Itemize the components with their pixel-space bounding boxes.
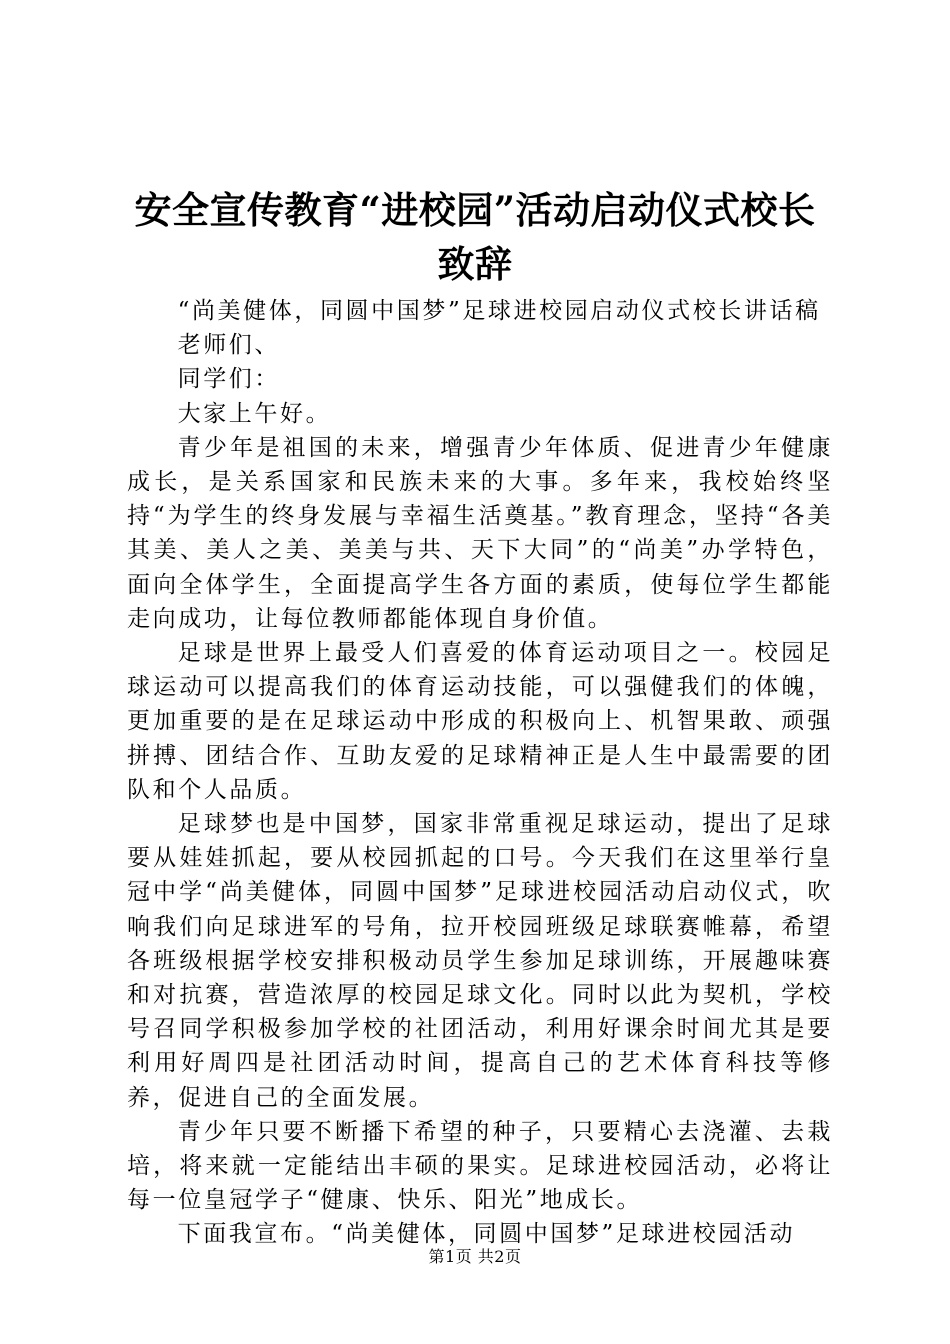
paragraph-greeting: 大家上午好。 bbox=[177, 400, 332, 427]
paragraph-hope: 青少年只要不断播下希望的种子，只要精心去浇灌、去栽培，将来就一定能结出丰硕的果实。足球进校园活动，必将让每一位皇冠学子“健康、快乐、阳光”地成长。 bbox=[127, 1118, 833, 1214]
document-body bbox=[127, 294, 833, 1252]
paragraph-subtitle: “尚美健体，同圆中国梦”足球进校园启动仪式校长讲话稿 bbox=[177, 298, 821, 324]
paragraph-football-dream: 足球梦也是中国梦，国家非常重视足球运动，提出了足球要从娃娃抓起，要从校园抓起的口号。今天我们在这里举行皇冠中学“尚美健体，同圆中国梦”足球进校园活动启动仪式，吹响我们向足球进军的号角，拉开校园班级足球联赛帷幕，希望各班级根据学校安排积极动员学生参加足球训练，开展趣味赛和对抗赛，营造浓厚的校园足球文化。同时以此为契机，学校号召同学积极参加学校的社团活动，利用好课余时间尤其是要利用好周四是社团活动时间，提高自己的艺术体育科技等修养，促进自己的全面发展。 bbox=[127, 811, 833, 1111]
paragraph-salutation-students: 同学们： bbox=[177, 366, 280, 393]
page-number-footer: 第1页 共2页 bbox=[428, 1247, 522, 1266]
paragraph-announcement: 下面我宣布。“尚美健体，同圆中国梦”足球进校园活动 bbox=[177, 1221, 796, 1248]
paragraph-football-sport: 足球是世界上最受人们喜爱的体育运动项目之一。校园足球运动可以提高我们的体育运动技能，可以强健我们的体魄，更加重要的是在足球运动中形成的积极向上、机智果敢、顽强拼搏、团结合作、互助友爱的足球精神正是人生中最需要的团队和个人品质。 bbox=[127, 640, 833, 803]
document-title: 安全宣传教育“进校园”活动启动仪式校长致辞 bbox=[134, 188, 816, 286]
paragraph-salutation-teachers: 老师们、 bbox=[177, 332, 280, 359]
paragraph-youth: 青少年是祖国的未来，增强青少年体质、促进青少年健康成长，是关系国家和民族未来的大事。多年来，我校始终坚持“为学生的终身发展与幸福生活奠基。”教育理念，坚持“各美其美、美人之美、美美与共、天下大同”的“尚美”办学特色，面向全体学生，全面提高学生各方面的素质，使每位学生都能走向成功，让每位教师都能体现自身价值。 bbox=[127, 434, 833, 632]
